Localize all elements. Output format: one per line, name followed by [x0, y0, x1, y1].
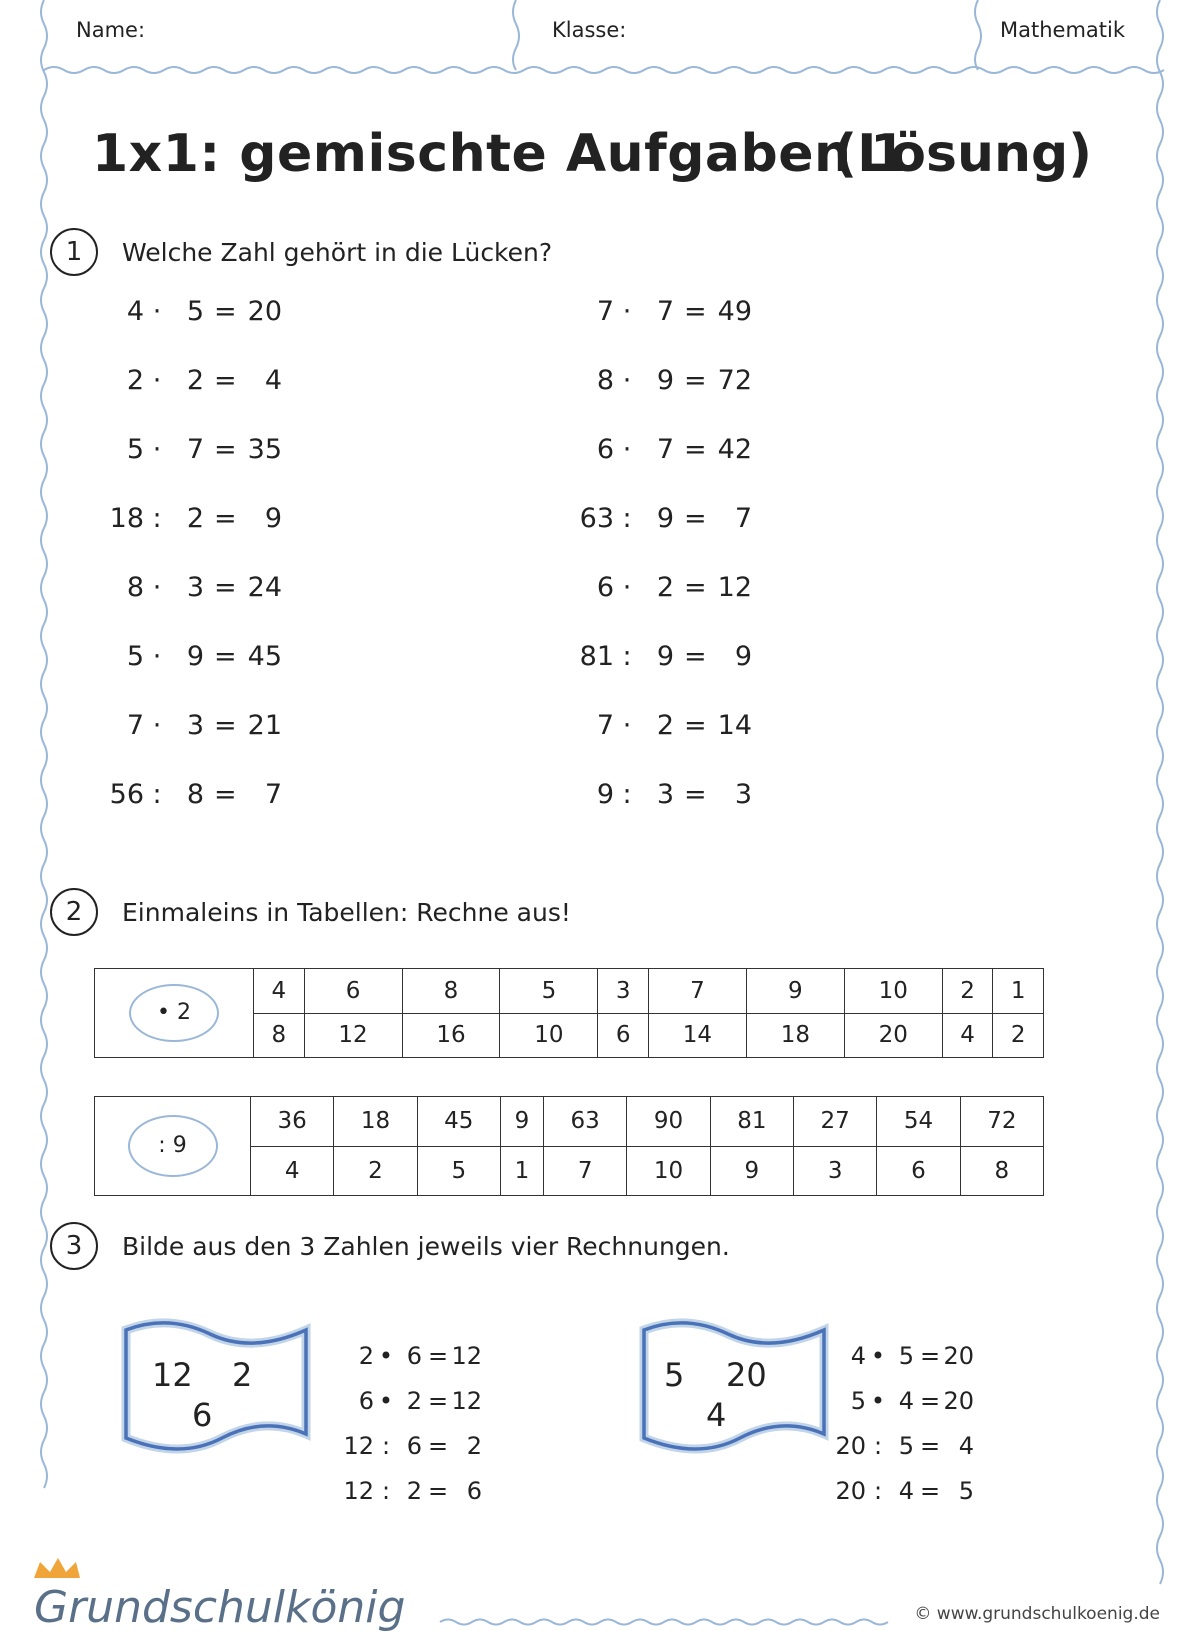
result: 9 — [734, 641, 752, 672]
table-cell-input: 36 — [251, 1097, 334, 1147]
equals-sign: = — [920, 1432, 941, 1460]
table-cell-result: 10 — [627, 1146, 710, 1196]
operator: · — [152, 572, 162, 603]
equals-sign: = — [684, 365, 707, 396]
operand-b: 8 — [186, 779, 204, 810]
operand-b: 6 — [406, 1432, 422, 1460]
table-row-input — [95, 1097, 1044, 1147]
fact-family-equation — [826, 1387, 986, 1419]
table-cell-input: 18 — [334, 1097, 417, 1147]
equals-sign: = — [684, 779, 707, 810]
table-cell-input: 27 — [794, 1097, 877, 1147]
fact-family-equation — [334, 1342, 494, 1374]
equals-sign: = — [214, 779, 237, 810]
operand-b: 3 — [186, 710, 204, 741]
equation-row — [90, 710, 290, 744]
operand-a: 20 — [835, 1477, 866, 1505]
table-cell-input: 10 — [844, 969, 942, 1014]
fact-family-equation — [826, 1342, 986, 1374]
operand-a: 4 — [850, 1342, 866, 1370]
table-cell-input: 90 — [627, 1097, 710, 1147]
table-cell-result: 2 — [334, 1146, 417, 1196]
equals-sign: = — [214, 572, 237, 603]
operator: • — [378, 1342, 394, 1370]
operator: · — [622, 572, 632, 603]
result: 49 — [717, 296, 752, 327]
table-cell-input: 9 — [746, 969, 844, 1014]
operand-b: 5 — [898, 1342, 914, 1370]
table-cell-input: 2 — [942, 969, 993, 1014]
equals-sign: = — [214, 503, 237, 534]
equation-row — [90, 365, 290, 399]
task1-instruction: Welche Zahl gehört in die Lücken? — [122, 238, 553, 267]
operand-b: 9 — [656, 641, 674, 672]
division-table — [94, 1096, 1044, 1196]
header-wave-line — [44, 67, 1164, 73]
flag2-number-1: 5 — [664, 1356, 685, 1394]
equals-sign: = — [684, 296, 707, 327]
table-cell-result: 16 — [402, 1013, 500, 1058]
equation-row — [560, 503, 760, 537]
table-cell-input: 72 — [960, 1097, 1043, 1147]
operator: · — [622, 710, 632, 741]
equals-sign: = — [920, 1387, 941, 1415]
table-cell-result: 7 — [544, 1146, 627, 1196]
operand-b: 4 — [898, 1387, 914, 1415]
operator: · — [622, 434, 632, 465]
operand-b: 6 — [406, 1342, 422, 1370]
table-cell-input: 7 — [648, 969, 746, 1014]
equals-sign: = — [214, 365, 237, 396]
operand-b: 2 — [406, 1477, 422, 1505]
table-cell-result: 5 — [417, 1146, 500, 1196]
operand-b: 7 — [186, 434, 204, 465]
operand-b: 9 — [656, 365, 674, 396]
frame-right-border — [1157, 0, 1163, 1584]
operand-b: 2 — [406, 1387, 422, 1415]
result: 20 — [247, 296, 282, 327]
equals-sign: = — [684, 572, 707, 603]
operator: : — [381, 1432, 391, 1460]
operand-a: 4 — [126, 296, 144, 327]
subject-label: Mathematik — [1000, 18, 1126, 42]
equals-sign: = — [214, 710, 237, 741]
operator: • — [870, 1342, 886, 1370]
crown-icon — [34, 1558, 80, 1578]
operand-a: 56 — [109, 779, 144, 810]
result: 12 — [451, 1387, 482, 1415]
result: 12 — [451, 1342, 482, 1370]
table-cell-input: 45 — [417, 1097, 500, 1147]
equals-sign: = — [684, 434, 707, 465]
operand-a: 5 — [126, 434, 144, 465]
result: 12 — [717, 572, 752, 603]
number-flag-1 — [118, 1316, 316, 1456]
operand-b: 4 — [898, 1477, 914, 1505]
operand-a: 7 — [596, 710, 614, 741]
result: 42 — [717, 434, 752, 465]
task2-number: 2 — [50, 888, 98, 936]
solution-label: (Lösung) — [833, 124, 1092, 184]
operator: · — [622, 365, 632, 396]
table-cell-result: 3 — [794, 1146, 877, 1196]
result: 20 — [943, 1387, 974, 1415]
equation-row — [90, 641, 290, 675]
result: 7 — [264, 779, 282, 810]
table-cell-result: 8 — [960, 1146, 1043, 1196]
table-cell-result: 4 — [942, 1013, 993, 1058]
multiplication-table — [94, 968, 1044, 1058]
equals-sign: = — [428, 1387, 449, 1415]
name-label: Name: — [76, 18, 146, 42]
result: 2 — [466, 1432, 482, 1460]
page-title: 1x1: gemischte Aufgaben 1 — [92, 124, 907, 184]
header-divider-1 — [513, 0, 519, 70]
footer-wave-line — [440, 1620, 888, 1625]
operand-a: 63 — [579, 503, 614, 534]
operator-oval: : 9 — [128, 1115, 218, 1177]
fact-family-equation — [826, 1477, 986, 1509]
operand-b: 2 — [656, 572, 674, 603]
equation-row — [560, 641, 760, 675]
operand-a: 8 — [126, 572, 144, 603]
result: 6 — [466, 1477, 482, 1505]
task1-number: 1 — [50, 228, 98, 276]
operand-b: 3 — [656, 779, 674, 810]
operator: · — [152, 641, 162, 672]
table-cell-input: 3 — [598, 969, 649, 1014]
table-cell-input: 9 — [500, 1097, 543, 1147]
equation-row — [560, 365, 760, 399]
operator-oval: • 2 — [129, 984, 219, 1042]
operand-a: 12 — [343, 1432, 374, 1460]
result: 35 — [247, 434, 282, 465]
operand-a: 2 — [358, 1342, 374, 1370]
operand-a: 5 — [850, 1387, 866, 1415]
table-cell-result: 8 — [254, 1013, 305, 1058]
table-cell-result: 6 — [598, 1013, 649, 1058]
flag2-number-2: 20 — [726, 1356, 767, 1394]
operator: · — [622, 296, 632, 327]
operand-b: 9 — [186, 641, 204, 672]
table-cell-input: 81 — [710, 1097, 793, 1147]
equation-row — [90, 503, 290, 537]
table-cell-result: 4 — [251, 1146, 334, 1196]
equation-row — [90, 572, 290, 606]
result: 24 — [247, 572, 282, 603]
result: 5 — [958, 1477, 974, 1505]
operand-b: 9 — [656, 503, 674, 534]
operand-a: 6 — [358, 1387, 374, 1415]
copyright: © www.grundschulkoenig.de — [914, 1604, 1160, 1624]
table-cell-input: 5 — [500, 969, 598, 1014]
equals-sign: = — [428, 1342, 449, 1370]
operator: : — [152, 779, 162, 810]
operator: · — [152, 365, 162, 396]
fact-family-equation — [334, 1387, 494, 1419]
operator: : — [152, 503, 162, 534]
operand-a: 7 — [596, 296, 614, 327]
flag1-number-3: 6 — [192, 1396, 213, 1434]
table-cell-result: 20 — [844, 1013, 942, 1058]
equals-sign: = — [214, 296, 237, 327]
operator: : — [622, 779, 632, 810]
equals-sign: = — [214, 641, 237, 672]
result: 21 — [247, 710, 282, 741]
operator: : — [622, 641, 632, 672]
operator: : — [873, 1432, 883, 1460]
operand-a: 20 — [835, 1432, 866, 1460]
operand-b: 7 — [656, 434, 674, 465]
equation-row — [560, 710, 760, 744]
operand-a: 9 — [596, 779, 614, 810]
operator: · — [152, 434, 162, 465]
equals-sign: = — [920, 1477, 941, 1505]
equation-row — [90, 434, 290, 468]
equation-row — [560, 572, 760, 606]
operand-a: 6 — [596, 434, 614, 465]
equals-sign: = — [920, 1342, 941, 1370]
table-cell-input: 1 — [993, 969, 1044, 1014]
equation-row — [90, 296, 290, 330]
task2-instruction: Einmaleins in Tabellen: Rechne aus! — [122, 898, 571, 927]
equals-sign: = — [684, 710, 707, 741]
operand-a: 7 — [126, 710, 144, 741]
equals-sign: = — [214, 434, 237, 465]
operand-a: 5 — [126, 641, 144, 672]
operand-a: 6 — [596, 572, 614, 603]
operand-b: 2 — [656, 710, 674, 741]
header-divider-2 — [975, 0, 981, 70]
fact-family-equation — [826, 1432, 986, 1464]
equation-row — [90, 779, 290, 813]
operand-a: 12 — [343, 1477, 374, 1505]
table-cell-input: 54 — [877, 1097, 960, 1147]
operator: · — [152, 296, 162, 327]
operand-a: 81 — [579, 641, 614, 672]
fact-family-equation — [334, 1432, 494, 1464]
task3-instruction: Bilde aus den 3 Zahlen jeweils vier Rechnungen. — [122, 1232, 730, 1261]
result: 20 — [943, 1342, 974, 1370]
frame-left-border — [41, 0, 47, 1488]
table-cell-result: 18 — [746, 1013, 844, 1058]
equals-sign: = — [428, 1477, 449, 1505]
result: 4 — [264, 365, 282, 396]
operand-a: 8 — [596, 365, 614, 396]
table-cell-input: 4 — [254, 969, 305, 1014]
flag2-number-3: 4 — [706, 1396, 727, 1434]
operand-b: 2 — [186, 503, 204, 534]
operand-b: 2 — [186, 365, 204, 396]
operator: • — [378, 1387, 394, 1415]
operator-cell — [95, 969, 254, 1058]
result: 4 — [958, 1432, 974, 1460]
flag1-number-1: 12 — [152, 1356, 193, 1394]
operator: · — [152, 710, 162, 741]
operator-cell — [95, 1097, 251, 1196]
logo: Grundschulkönig — [34, 1582, 406, 1633]
operand-b: 7 — [656, 296, 674, 327]
table-cell-result: 6 — [877, 1146, 960, 1196]
table-cell-input: 63 — [544, 1097, 627, 1147]
operator: : — [622, 503, 632, 534]
table-cell-result: 14 — [648, 1013, 746, 1058]
fact-family-equation — [334, 1477, 494, 1509]
result: 72 — [717, 365, 752, 396]
equals-sign: = — [684, 503, 707, 534]
result: 14 — [717, 710, 752, 741]
table-cell-result: 1 — [500, 1146, 543, 1196]
class-label: Klasse: — [552, 18, 627, 42]
table-cell-result: 12 — [304, 1013, 402, 1058]
equation-row — [560, 434, 760, 468]
operand-a: 2 — [126, 365, 144, 396]
flag1-number-2: 2 — [232, 1356, 253, 1394]
result: 45 — [247, 641, 282, 672]
operator: : — [381, 1477, 391, 1505]
equals-sign: = — [428, 1432, 449, 1460]
table-cell-input: 6 — [304, 969, 402, 1014]
result: 3 — [734, 779, 752, 810]
table-cell-result: 9 — [710, 1146, 793, 1196]
operand-b: 5 — [186, 296, 204, 327]
equals-sign: = — [684, 641, 707, 672]
table-cell-result: 2 — [993, 1013, 1044, 1058]
table-cell-result: 10 — [500, 1013, 598, 1058]
result: 9 — [264, 503, 282, 534]
table-cell-input: 8 — [402, 969, 500, 1014]
operator: : — [873, 1477, 883, 1505]
equation-row — [560, 296, 760, 330]
operand-b: 3 — [186, 572, 204, 603]
task3-number: 3 — [50, 1222, 98, 1270]
result: 7 — [734, 503, 752, 534]
operand-a: 18 — [109, 503, 144, 534]
table-row-input — [95, 969, 1044, 1014]
equation-row — [560, 779, 760, 813]
operand-b: 5 — [898, 1432, 914, 1460]
operator: • — [870, 1387, 886, 1415]
